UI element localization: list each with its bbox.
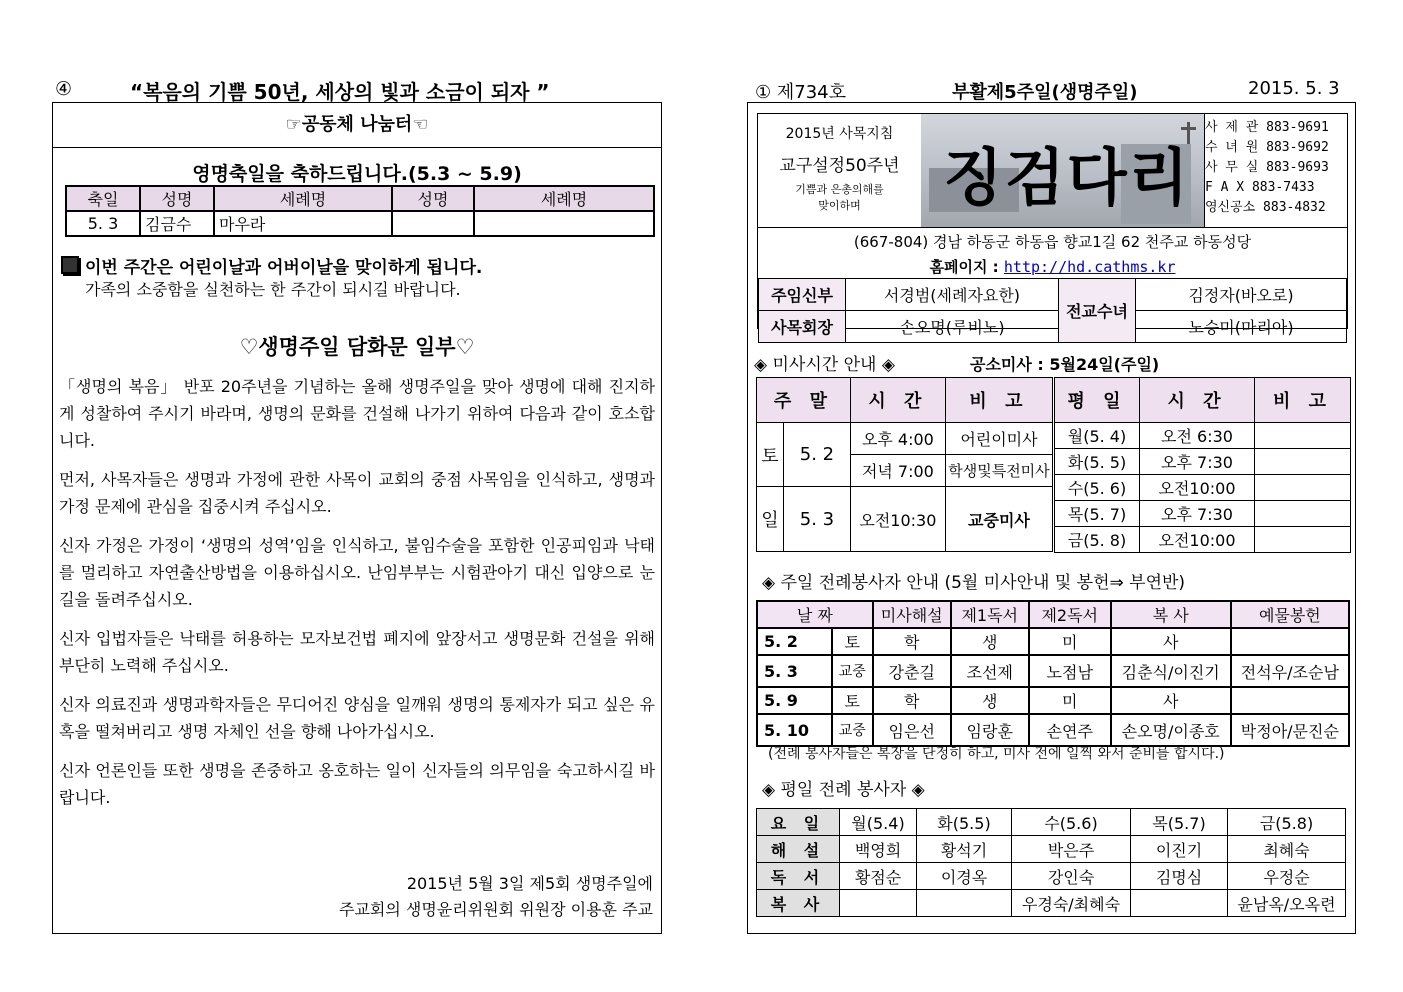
right-page-box	[747, 102, 1356, 934]
cell: 윤남옥/오옥련	[1228, 890, 1346, 917]
col-header: 비 고	[1255, 378, 1351, 423]
cell: 전석우/조순남	[1231, 655, 1349, 687]
cell: 미	[1029, 628, 1111, 655]
pastoral-sub: 기쁨과 은총의해를	[795, 183, 884, 196]
cell: 손오명/이종호	[1111, 714, 1231, 746]
col-header: 시 간	[1140, 378, 1255, 423]
cell: 5. 2	[784, 423, 851, 487]
table-row	[757, 423, 1053, 455]
service-section-title: ◈ 주일 전례봉사자 안내 (5월 미사안내 및 봉헌⇒ 부연반)	[762, 573, 1186, 593]
notice-heading	[61, 253, 482, 278]
cell: 저녁 7:00	[850, 455, 945, 487]
col-header: 성명	[140, 186, 214, 211]
cell: 임은선	[873, 714, 951, 746]
cell: 5. 3	[784, 487, 851, 552]
cell: 토	[832, 687, 873, 714]
cell: 생	[951, 687, 1029, 714]
cell: 독 서	[757, 863, 840, 890]
cell	[1255, 423, 1351, 449]
table-row	[66, 211, 654, 236]
cell: 이진기	[1131, 836, 1228, 863]
table-header-row	[1055, 378, 1351, 423]
staff-table	[758, 278, 1347, 343]
table-row	[1055, 475, 1351, 501]
cell: 교중	[832, 655, 873, 687]
table-row	[1055, 527, 1351, 553]
cell: 오후 7:30	[1140, 449, 1255, 475]
contact-item: 영신공소 883-4832	[1205, 200, 1326, 215]
col-header: 축일	[66, 186, 140, 211]
cell	[1131, 890, 1228, 917]
cell: 학	[873, 687, 951, 714]
table-header-row	[757, 809, 1346, 836]
col-header: 시 간	[850, 378, 945, 423]
notice-text: 이번 주간은 어린이날과 어버이날을 맞이하게 됩니다.	[85, 258, 483, 278]
cell: 사목회장	[759, 311, 846, 343]
cell: 이경옥	[917, 863, 1012, 890]
cell	[1255, 449, 1351, 475]
church-address: (667-804) 경남 하동군 하동읍 향교1길 62 천주교 하동성당	[853, 233, 1252, 251]
contact-item: 사 제 관 883-9691	[1205, 120, 1329, 135]
cell: 김명심	[1131, 863, 1228, 890]
cell: 화(5. 5)	[1055, 449, 1140, 475]
cell: 미	[1029, 687, 1111, 714]
cell: 해 설	[757, 836, 840, 863]
table-row	[757, 890, 1346, 917]
cell: 황석기	[917, 836, 1012, 863]
col-header: 세례명	[214, 186, 392, 211]
signature-name: 주교회의 생명윤리위원회 위원장 이용훈 주교	[338, 900, 653, 919]
paragraph: 먼저, 사목자들은 생명과 가정에 관한 사목이 교회의 중점 사목임을 인식하고, 생명과 가정 문제에 관심을 집중시켜 주십시오.	[59, 470, 655, 516]
left-page-box	[52, 102, 662, 934]
cell: 백영희	[840, 836, 917, 863]
cell: 손오명(루비노)	[846, 311, 1059, 343]
table-row	[1055, 501, 1351, 527]
col-header: 세례명	[474, 186, 654, 211]
table-row	[757, 655, 1349, 687]
weekday-service-title: ◈ 평일 전례 봉사자 ◈	[762, 780, 925, 800]
square-bullet-icon	[61, 256, 79, 274]
homepage-link[interactable]: http://hd.cathms.kr	[1003, 258, 1176, 276]
cell: 교중	[832, 714, 873, 746]
cell: 토	[832, 628, 873, 655]
cell	[917, 890, 1012, 917]
pastoral-main: 교구설정50주년	[779, 156, 900, 176]
table-row	[1055, 423, 1351, 449]
table-header-row	[757, 601, 1349, 628]
cell: 학생및특전미사	[945, 455, 1052, 487]
col-header: 화(5.5)	[917, 809, 1012, 836]
cell	[1231, 687, 1349, 714]
sunday-service-table	[756, 600, 1350, 747]
cell: 사	[1111, 628, 1231, 655]
cell: 전교수녀	[1059, 279, 1136, 343]
cell: 강춘길	[873, 655, 951, 687]
cell: 서경범(세례자요한)	[846, 279, 1059, 311]
pastoral-year: 2015년 사목지침	[785, 126, 894, 142]
cell: 우정순	[1228, 863, 1346, 890]
cell: 손연주	[1029, 714, 1111, 746]
weekend-mass-table	[756, 377, 1053, 552]
col-header: 비 고	[945, 378, 1052, 423]
cell: 5. 9	[757, 687, 832, 714]
contact-item: F A X 883-7433	[1205, 180, 1315, 195]
paragraph: 신자 입법자들은 낙태를 허용하는 모자보건법 폐지에 앞장서고 생명문화 건설을 위해 부단히 노력해 주십시오.	[59, 629, 655, 675]
cell: 임랑훈	[951, 714, 1029, 746]
cell	[1255, 527, 1351, 553]
col-header: 월(5.4)	[840, 809, 917, 836]
sunday-title: 부활제5주일(생명주일)	[952, 82, 1138, 103]
logo-title: 징검다리	[943, 141, 1191, 214]
cell: 목(5. 7)	[1055, 501, 1140, 527]
col-header: 수(5.6)	[1012, 809, 1131, 836]
paragraph: 신자 언론인들 또한 생명을 존중하고 옹호하는 일이 신자들의 의무임을 숙고하시길 바랍니다.	[59, 761, 655, 807]
cell: 우경숙/최혜숙	[1012, 890, 1131, 917]
table-row	[757, 628, 1349, 655]
cell: 오전10:00	[1140, 475, 1255, 501]
cell	[1255, 475, 1351, 501]
col-header: 미사해설	[873, 601, 951, 628]
col-header: 제2독서	[1029, 601, 1111, 628]
issue-date: 2015. 5. 3	[1248, 78, 1340, 99]
col-header: 예물봉헌	[1231, 601, 1349, 628]
col-header: 날 짜	[757, 601, 873, 628]
cell: 황점순	[840, 863, 917, 890]
pastoral-guideline	[758, 114, 922, 227]
cell: 수(5. 6)	[1055, 475, 1140, 501]
cell: 강인숙	[1012, 863, 1131, 890]
cell: 김금수	[140, 211, 214, 236]
signature-date: 2015년 5월 3일 제5회 생명주일에	[406, 874, 653, 893]
mass-section-title: ◈ 미사시간 안내 ◈	[754, 355, 895, 375]
paragraph: 「생명의 복음」 반포 20주년을 기념하는 올해 생명주일을 맞아 생명에 대해 진지하게 성찰하여 주시기 바라며, 생명의 문화를 건설해 나가기 위하여 다음과 같이 호소합니다.	[59, 377, 655, 450]
message-body	[59, 373, 655, 823]
cell: 마우라	[214, 211, 392, 236]
cell: 일	[757, 487, 784, 552]
cell: 5. 3	[66, 211, 140, 236]
contact-list	[1205, 118, 1345, 218]
col-header: 금(5.8)	[1228, 809, 1346, 836]
contact-item: 사 무 실 883-9693	[1205, 160, 1329, 175]
table-row	[757, 687, 1349, 714]
homepage-label: 홈페이지 :	[929, 258, 1004, 276]
cell: 5. 10	[757, 714, 832, 746]
church-logo-image	[921, 114, 1205, 227]
cell: 오전10:00	[1140, 527, 1255, 553]
community-banner: ☞공동체 나눔터☜	[53, 103, 661, 148]
cell: 월(5. 4)	[1055, 423, 1140, 449]
gongso-mass-note: 공소미사 : 5월24일(주일)	[970, 355, 1160, 374]
cell: 오후 4:00	[850, 423, 945, 455]
cell: 금(5. 8)	[1055, 527, 1140, 553]
divider	[758, 227, 1347, 228]
cell	[474, 211, 654, 236]
contact-item: 수 녀 원 883-9692	[1205, 140, 1329, 155]
col-header: 성명	[392, 186, 474, 211]
message-title: ♡생명주일 담화문 일부♡	[239, 335, 475, 359]
cell: 박정아/문진순	[1231, 714, 1349, 746]
cell: 오후 7:30	[1140, 501, 1255, 527]
pastoral-sub: 맞이하며	[818, 199, 861, 212]
col-header: 주 말	[757, 378, 851, 423]
table-header-row	[757, 378, 1053, 423]
col-header: 제1독서	[951, 601, 1029, 628]
cell	[1255, 501, 1351, 527]
cell: 노점남	[1029, 655, 1111, 687]
cell	[1231, 628, 1349, 655]
table-row	[759, 311, 1347, 343]
table-row	[757, 836, 1346, 863]
col-header: 요 일	[757, 809, 840, 836]
col-header: 목(5.7)	[1131, 809, 1228, 836]
cell: 교중미사	[945, 487, 1052, 552]
cell: 조선제	[951, 655, 1029, 687]
weekday-mass-table	[1054, 377, 1351, 553]
table-header-row	[66, 186, 654, 211]
table-row	[757, 487, 1053, 552]
cell: 김춘식/이진기	[1111, 655, 1231, 687]
cell: 오전 6:30	[1140, 423, 1255, 449]
weekday-service-table	[756, 808, 1346, 917]
birthday-table	[65, 185, 655, 237]
issue-number: ① 제734호	[755, 82, 846, 103]
motto-title: “복음의 기쁨 50년, 세상의 빛과 소금이 되자 ”	[130, 80, 550, 104]
homepage-line	[758, 256, 1347, 277]
cell: 생	[951, 628, 1029, 655]
cell: 주임신부	[759, 279, 846, 311]
cell: 5. 3	[757, 655, 832, 687]
cell	[392, 211, 474, 236]
notice-subtext: 가족의 소중함을 실천하는 한 주간이 되시길 바랍니다.	[85, 280, 461, 299]
col-header: 평 일	[1055, 378, 1140, 423]
cell: 노승미(마리아)	[1136, 311, 1347, 343]
paragraph: 신자 가정은 가정이 ‘생명의 성역’임을 인식하고, 불임수술을 포함한 인공피임과 낙태를 멀리하고 자연출산방법을 이용하십시오. 난임부부는 시험관아기 대신 입양으로 눈길을 돌려주십시오.	[59, 536, 655, 609]
table-row	[757, 714, 1349, 746]
cell: 어린이미사	[945, 423, 1052, 455]
cell	[840, 890, 917, 917]
table-row	[757, 863, 1346, 890]
cell: 오전10:30	[850, 487, 945, 552]
cell: 복 사	[757, 890, 840, 917]
birthday-title: 영명축일을 축하드립니다.(5.3 ~ 5.9)	[192, 163, 522, 185]
table-row	[759, 279, 1347, 311]
cell: 학	[873, 628, 951, 655]
table-row	[1055, 449, 1351, 475]
cell: 토	[757, 423, 784, 487]
cell: 5. 2	[757, 628, 832, 655]
page-number: ④	[55, 78, 73, 100]
cell: 김정자(바오로)	[1136, 279, 1347, 311]
cell: 사	[1111, 687, 1231, 714]
bulletin-header	[757, 113, 1348, 337]
cell: 최혜숙	[1228, 836, 1346, 863]
paragraph: 신자 의료진과 생명과학자들은 무디어진 양심을 일깨워 생명의 통제자가 되고 싶은 유혹을 떨쳐버리고 생명 자체인 선을 향해 나아가십시오.	[59, 695, 655, 741]
cell: 박은주	[1012, 836, 1131, 863]
service-note: (전례 봉사자들은 복장을 단정히 하고, 미사 전에 일찍 와서 준비를 합시다.)	[768, 746, 1225, 762]
col-header: 복 사	[1111, 601, 1231, 628]
